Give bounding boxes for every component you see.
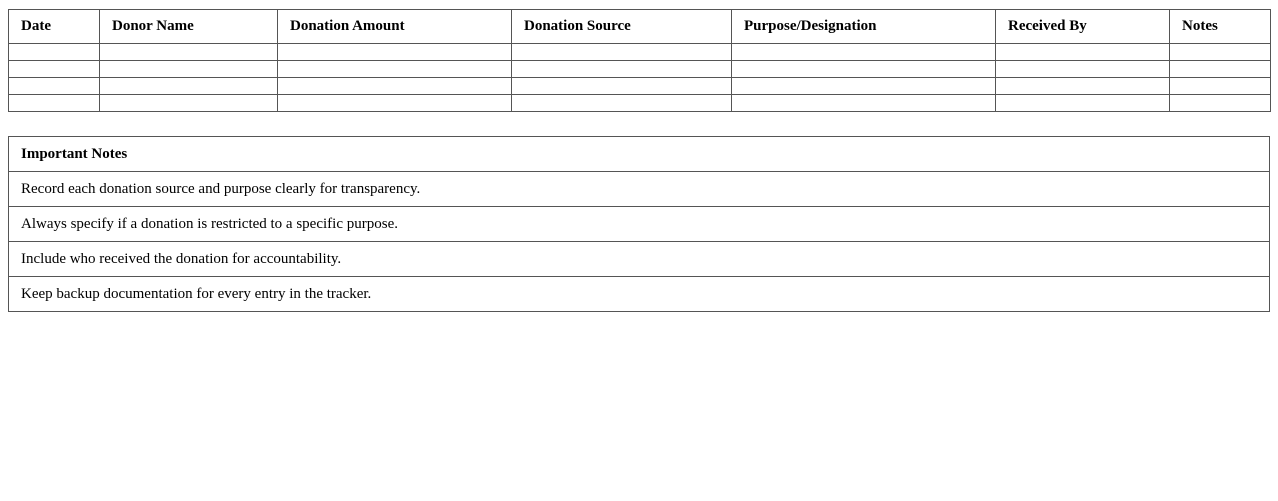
list-item: [9, 277, 1270, 312]
table-row: [9, 78, 1271, 95]
table-row: [9, 61, 1271, 78]
important-notes-table: [8, 136, 1270, 312]
table-cell[interactable]: [512, 95, 732, 112]
table-cell[interactable]: [996, 61, 1170, 78]
table-cell[interactable]: [100, 95, 278, 112]
table-cell[interactable]: [732, 78, 996, 95]
note-text: Always specify if a donation is restricted to a specific purpose.: [9, 207, 1270, 242]
table-header-row: [9, 10, 1271, 44]
list-item: [9, 172, 1270, 207]
table-cell[interactable]: [100, 44, 278, 61]
column-header-notes: Notes: [1170, 10, 1271, 44]
table-cell[interactable]: [512, 78, 732, 95]
table-cell[interactable]: [278, 61, 512, 78]
table-cell[interactable]: [1170, 44, 1271, 61]
donation-tracker-table: [8, 9, 1271, 112]
table-cell[interactable]: [732, 61, 996, 78]
table-cell[interactable]: [9, 78, 100, 95]
column-header-donation-source: Donation Source: [512, 10, 732, 44]
list-item: [9, 242, 1270, 277]
table-cell[interactable]: [996, 44, 1170, 61]
table-cell[interactable]: [278, 44, 512, 61]
table-cell[interactable]: [9, 44, 100, 61]
table-cell[interactable]: [9, 61, 100, 78]
table-cell[interactable]: [512, 61, 732, 78]
column-header-donor-name: Donor Name: [100, 10, 278, 44]
table-cell[interactable]: [996, 95, 1170, 112]
table-cell[interactable]: [278, 78, 512, 95]
table-cell[interactable]: [732, 44, 996, 61]
note-text: Keep backup documentation for every entry in the tracker.: [9, 277, 1270, 312]
table-cell[interactable]: [732, 95, 996, 112]
table-row: [9, 44, 1271, 61]
column-header-date: Date: [9, 10, 100, 44]
note-text: Record each donation source and purpose clearly for transparency.: [9, 172, 1270, 207]
column-header-purpose-designation: Purpose/Designation: [732, 10, 996, 44]
table-cell[interactable]: [512, 44, 732, 61]
table-cell[interactable]: [278, 95, 512, 112]
important-notes-title: Important Notes: [9, 137, 1270, 172]
column-header-donation-amount: Donation Amount: [278, 10, 512, 44]
notes-header-row: [9, 137, 1270, 172]
list-item: [9, 207, 1270, 242]
table-cell[interactable]: [996, 78, 1170, 95]
table-cell[interactable]: [1170, 95, 1271, 112]
table-cell[interactable]: [9, 95, 100, 112]
table-cell[interactable]: [1170, 78, 1271, 95]
table-cell[interactable]: [100, 78, 278, 95]
table-cell[interactable]: [100, 61, 278, 78]
note-text: Include who received the donation for accountability.: [9, 242, 1270, 277]
table-cell[interactable]: [1170, 61, 1271, 78]
table-row: [9, 95, 1271, 112]
column-header-received-by: Received By: [996, 10, 1170, 44]
